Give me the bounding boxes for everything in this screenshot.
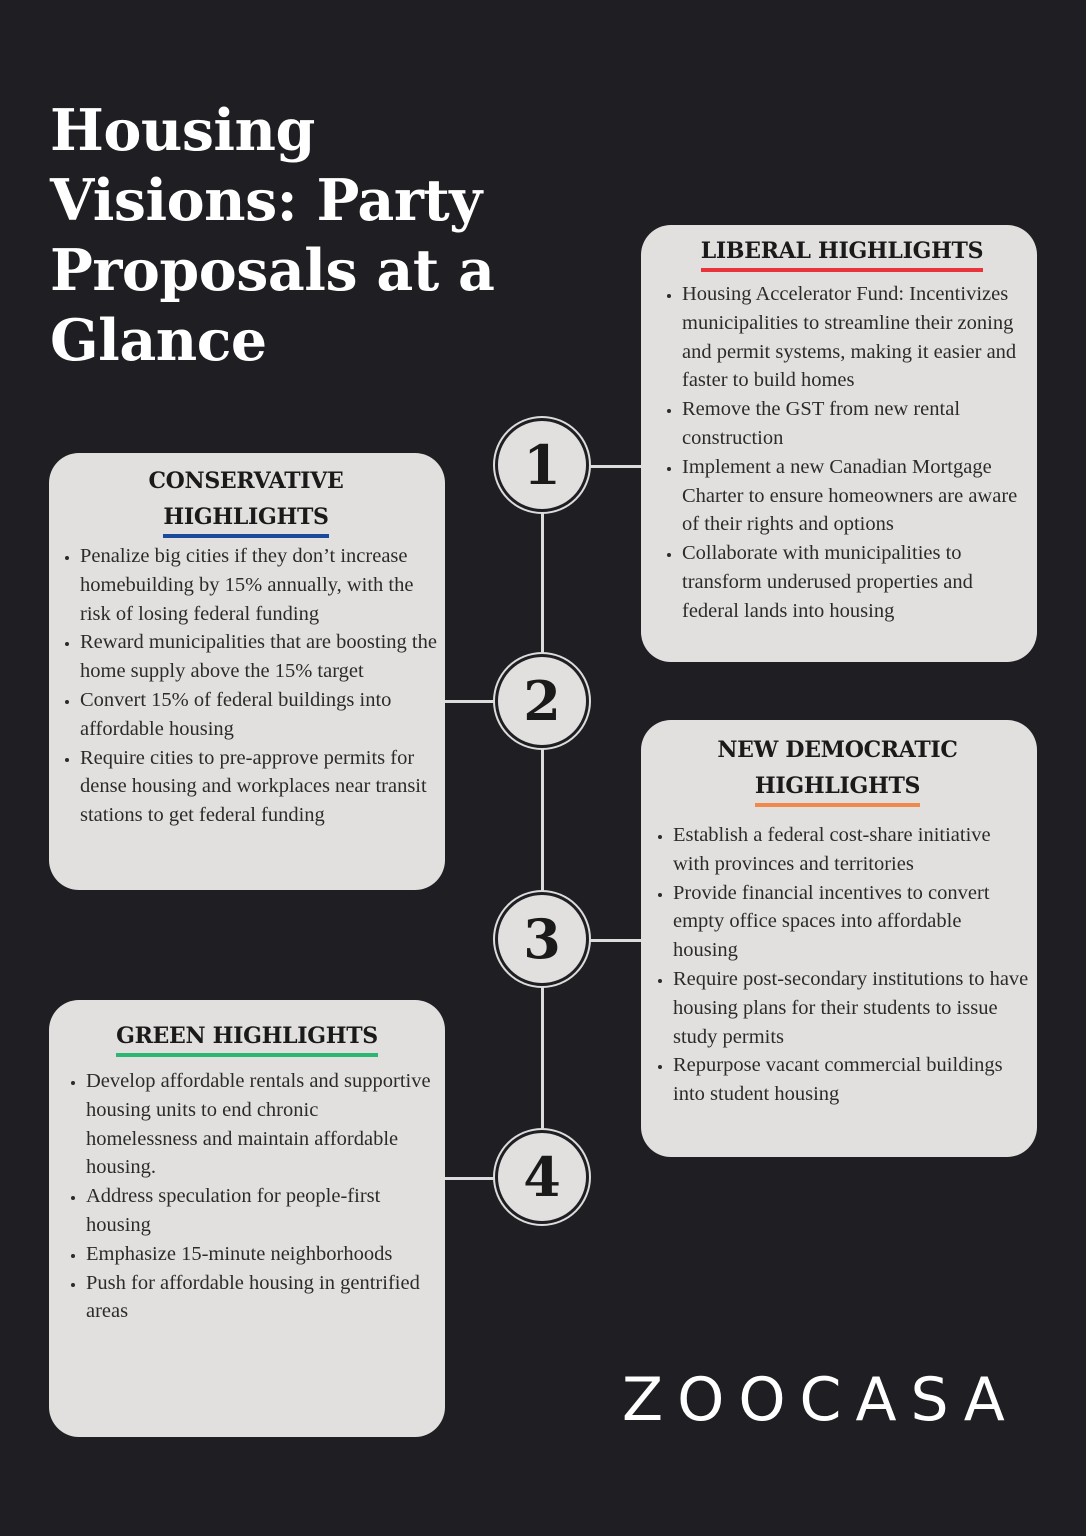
connector-4	[444, 1177, 496, 1180]
connector-1	[590, 465, 642, 468]
liberal-heading	[655, 233, 1029, 272]
ndp-list	[646, 821, 1029, 1109]
liberal-heading-text: LIBERAL HIGHLIGHTS	[701, 236, 983, 272]
conservative-heading-line2: HIGHLIGHTS	[163, 502, 328, 538]
green-card	[49, 1000, 445, 1437]
liberal-list	[655, 280, 1029, 626]
list-item: • Push for affordable housing in gentrified areas	[86, 1269, 435, 1327]
ndp-heading	[646, 732, 1029, 807]
step-3-circle: 3	[495, 892, 589, 986]
list-item: • Emphasize 15-minute neighborhoods	[86, 1240, 435, 1269]
list-item: • Provide financial incentives to convert empty office spaces into affordable housing	[673, 879, 1029, 965]
list-item: • Establish a federal cost-share initiative with provinces and territories	[673, 821, 1029, 879]
list-item: • Convert 15% of federal buildings into affordable housing	[80, 686, 439, 744]
list-item: • Housing Accelerator Fund: Incentivizes municipalities to streamline their zoning and permit systems, making it easier and faster to build homes	[682, 280, 1029, 395]
list-item: • Remove the GST from new rental construction	[682, 395, 1029, 453]
conservative-card	[49, 453, 445, 890]
list-item: • Require cities to pre-approve permits for dense housing and workplaces near transit stations to get federal funding	[80, 744, 439, 830]
ndp-heading-line1: NEW DEMOCRATIC	[717, 737, 958, 763]
timeline-line	[541, 460, 544, 1180]
step-2-circle: 2	[495, 654, 589, 748]
liberal-card	[641, 225, 1037, 662]
step-1-circle: 1	[495, 418, 589, 512]
zoocasa-logo: ZOOCASA	[622, 1365, 1019, 1435]
conservative-heading	[53, 463, 439, 538]
page-title: Housing Visions: Party Proposals at a Glance	[50, 97, 495, 374]
green-list	[59, 1067, 435, 1326]
ndp-heading-line2: HIGHLIGHTS	[755, 771, 920, 807]
list-item: • Address speculation for people-first housing	[86, 1182, 435, 1240]
green-heading	[59, 1018, 435, 1057]
list-item: • Collaborate with municipalities to transform underused properties and federal lands into housing	[682, 539, 1029, 625]
list-item: • Reward municipalities that are boosting the home supply above the 15% target	[80, 628, 439, 686]
conservative-list	[53, 542, 439, 830]
list-item: • Implement a new Canadian Mortgage Charter to ensure homeowners are aware of their rights and options	[682, 453, 1029, 539]
list-item: • Develop affordable rentals and supportive housing units to end chronic homelessness and maintain affordable housing.	[86, 1067, 435, 1182]
list-item: • Repurpose vacant commercial buildings into student housing	[673, 1051, 1029, 1109]
list-item: • Penalize big cities if they don’t increase homebuilding by 15% annually, with the risk of losing federal funding	[80, 542, 439, 628]
ndp-card	[641, 720, 1037, 1157]
connector-2	[444, 700, 496, 703]
conservative-heading-line1: CONSERVATIVE	[148, 468, 344, 494]
connector-3	[590, 939, 642, 942]
list-item: • Require post-secondary institutions to have housing plans for their students to issue study permits	[673, 965, 1029, 1051]
step-4-circle: 4	[495, 1130, 589, 1224]
green-heading-text: GREEN HIGHLIGHTS	[116, 1021, 378, 1057]
